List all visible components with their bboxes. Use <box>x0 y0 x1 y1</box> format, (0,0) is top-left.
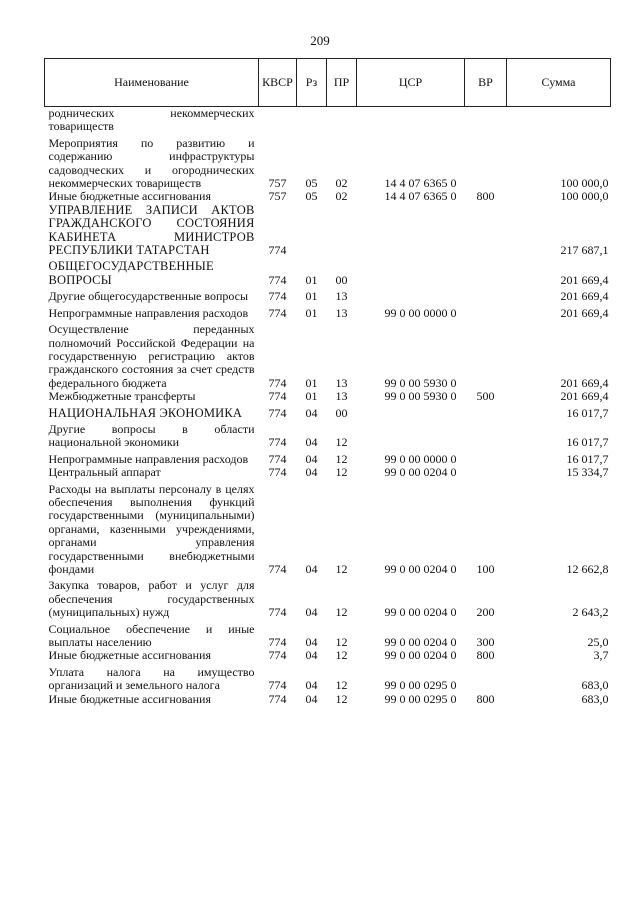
row-pr: 13 <box>335 375 348 390</box>
row-name: Закупка товаров, работ и услуг для обеспечения государственных (муниципальных) нужд <box>48 578 255 620</box>
row-rz: 04 <box>305 451 318 466</box>
row-name: Непрограммные направления расходов <box>48 451 249 466</box>
row-csr <box>357 404 465 420</box>
row-pr: 00 <box>335 272 348 287</box>
header-rz: Рз <box>297 59 327 107</box>
row-name: Межбюджетные трансферты <box>48 389 196 404</box>
row-kvsr: 774 <box>268 375 287 390</box>
row-pr: 02 <box>335 189 348 204</box>
row-name: Другие вопросы в области национальной экономики <box>48 421 255 450</box>
row-sum: 25,0 <box>587 635 609 650</box>
row-pr <box>327 204 357 258</box>
row-rz: 04 <box>305 691 318 706</box>
table-row <box>45 480 611 577</box>
row-vr <box>465 204 507 258</box>
row-vr: 200 <box>476 605 495 620</box>
table-row <box>45 404 611 420</box>
row-pr: 13 <box>335 389 348 404</box>
row-name: Иные бюджетные ассигнования <box>48 648 211 663</box>
row-vr <box>465 287 507 303</box>
row-kvsr: 774 <box>268 562 287 576</box>
row-name: роднических некоммерческих товариществ <box>48 106 255 134</box>
row-name: Иные бюджетные ассигнования <box>48 691 211 706</box>
row-rz: 05 <box>305 176 318 191</box>
header-vr: ВР <box>465 59 507 107</box>
row-sum: 100 000,0 <box>560 176 609 191</box>
row-rz: 04 <box>305 635 318 650</box>
row-sum: 683,0 <box>581 691 609 706</box>
row-rz: 04 <box>305 562 318 576</box>
row-sum: 201 669,4 <box>560 375 609 390</box>
row-pr: 12 <box>335 465 348 480</box>
row-csr <box>357 287 465 303</box>
row-vr <box>465 404 507 420</box>
row-name: Мероприятия по развитию и содержанию инфраструктуры садоводческих и огороднических некоммерческих товариществ <box>48 135 255 191</box>
row-vr <box>465 320 507 390</box>
row-rz: 01 <box>305 375 318 390</box>
row-csr <box>357 204 465 258</box>
row-pr: 12 <box>335 635 348 650</box>
row-kvsr: 774 <box>268 435 287 450</box>
table-row <box>45 649 611 662</box>
row-vr <box>465 257 507 287</box>
budget-table <box>44 58 611 706</box>
row-name: Центральный аппарат <box>48 465 161 480</box>
header-pr: ПР <box>327 59 357 107</box>
row-kvsr <box>259 107 297 134</box>
row-pr: 12 <box>335 562 348 576</box>
row-sum: 201 669,4 <box>560 305 609 320</box>
row-csr: 99 0 00 0000 0 <box>384 305 457 320</box>
row-csr <box>357 420 465 450</box>
header-name: Наименование <box>45 59 259 107</box>
row-csr: 99 0 00 5930 0 <box>384 389 457 404</box>
row-vr <box>465 663 507 693</box>
row-kvsr: 774 <box>268 605 287 620</box>
row-vr <box>465 450 507 466</box>
row-pr: 13 <box>335 305 348 320</box>
row-vr <box>465 466 507 479</box>
row-kvsr: 774 <box>268 678 287 693</box>
row-csr <box>357 257 465 287</box>
row-vr: 800 <box>476 648 495 663</box>
row-csr: 99 0 00 0204 0 <box>384 635 457 650</box>
table-row <box>45 390 611 403</box>
row-pr: 12 <box>335 451 348 466</box>
row-rz: 04 <box>305 678 318 693</box>
row-name: УПРАВЛЕНИЕ ЗАПИСИ АКТОВ ГРАЖДАНСКОГО СОСТОЯНИЯ КАБИНЕТА МИНИСТРОВ РЕСПУБЛИКИ ТАТАРСТАН <box>48 202 255 258</box>
table-row <box>45 420 611 450</box>
row-rz: 01 <box>305 389 318 404</box>
row-csr <box>357 107 465 134</box>
row-kvsr: 757 <box>268 176 287 191</box>
row-rz: 01 <box>305 272 318 287</box>
table-row <box>45 287 611 303</box>
header-kvsr: КВСР <box>259 59 297 107</box>
row-csr: 99 0 00 0000 0 <box>384 451 457 466</box>
row-kvsr: 774 <box>268 272 287 287</box>
row-sum: 12 662,8 <box>566 562 609 576</box>
row-name: Социальное обеспечение и иные выплаты населению <box>48 621 255 650</box>
row-sum: 16 017,7 <box>566 435 609 450</box>
row-kvsr: 774 <box>268 389 287 404</box>
row-pr: 13 <box>335 289 348 304</box>
row-rz: 01 <box>305 289 318 304</box>
table-row <box>45 304 611 320</box>
table-row <box>45 576 611 619</box>
row-vr: 300 <box>476 635 495 650</box>
row-kvsr: 774 <box>268 691 287 706</box>
row-vr <box>465 107 507 134</box>
row-sum: 201 669,4 <box>560 272 609 287</box>
row-rz: 05 <box>305 189 318 204</box>
row-sum: 3,7 <box>593 648 609 663</box>
row-name: НАЦИОНАЛЬНАЯ ЭКОНОМИКА <box>48 405 243 420</box>
row-name: Непрограммные направления расходов <box>48 305 249 320</box>
row-sum <box>507 107 611 134</box>
row-vr: 800 <box>476 691 495 706</box>
table-row <box>45 466 611 479</box>
table-row <box>45 620 611 650</box>
row-sum: 683,0 <box>581 678 609 693</box>
table-row <box>45 190 611 203</box>
row-sum: 217 687,1 <box>560 243 609 258</box>
row-rz: 04 <box>305 435 318 450</box>
row-name: ОБЩЕГОСУДАРСТВЕННЫЕ ВОПРОСЫ <box>48 259 214 287</box>
row-pr: 12 <box>335 678 348 693</box>
row-vr: 100 <box>476 562 495 576</box>
row-rz: 04 <box>305 648 318 663</box>
row-sum: 15 334,7 <box>566 465 609 480</box>
row-csr: 99 0 00 0295 0 <box>384 691 457 706</box>
table-row <box>45 257 611 287</box>
row-pr: 12 <box>335 691 348 706</box>
row-csr: 99 0 00 0204 0 <box>384 648 457 663</box>
row-rz: 01 <box>305 305 318 320</box>
row-name: Уплата налога на имущество организаций и земельного налога <box>48 664 255 693</box>
table-row <box>45 134 611 191</box>
row-rz <box>297 204 327 258</box>
row-sum: 100 000,0 <box>560 189 609 204</box>
row-csr: 99 0 00 5930 0 <box>384 375 457 390</box>
row-name: Другие общегосударственные вопросы <box>48 289 249 304</box>
row-pr: 12 <box>335 648 348 663</box>
row-kvsr: 774 <box>268 648 287 663</box>
row-sum: 201 669,4 <box>560 289 609 304</box>
row-csr: 99 0 00 0295 0 <box>384 678 457 693</box>
row-rz: 04 <box>305 465 318 480</box>
row-kvsr: 774 <box>268 305 287 320</box>
row-sum: 2 643,2 <box>572 605 609 620</box>
row-pr: 02 <box>335 176 348 191</box>
row-sum: 16 017,7 <box>566 405 609 420</box>
table-row <box>45 693 611 706</box>
row-kvsr: 774 <box>268 635 287 650</box>
table-header-row <box>45 59 611 107</box>
row-kvsr: 774 <box>268 289 287 304</box>
row-name: Иные бюджетные ассигнования <box>48 189 211 204</box>
header-csr: ЦСР <box>357 59 465 107</box>
row-rz: 04 <box>305 405 318 420</box>
row-name: Расходы на выплаты персоналу в целях обеспечения выполнения функций государственными (муниципальными) органами, казенными учреждениями, органами управления государственными внебюджетными фондами <box>48 481 255 576</box>
row-vr <box>465 420 507 450</box>
row-csr: 14 4 07 6365 0 <box>384 176 457 191</box>
row-kvsr: 774 <box>268 243 287 258</box>
row-name: Осуществление переданных полномочий Российской Федерации на государственную регистрацию актов гражданского состояния за счет средств федерального бюджета <box>48 322 255 390</box>
header-sum: Сумма <box>507 59 611 107</box>
table-row <box>45 663 611 693</box>
row-pr: 00 <box>335 405 348 420</box>
row-pr: 12 <box>335 605 348 620</box>
row-vr <box>465 134 507 191</box>
row-kvsr: 774 <box>268 405 287 420</box>
row-vr: 800 <box>476 189 495 204</box>
row-kvsr: 774 <box>268 451 287 466</box>
row-csr: 99 0 00 0204 0 <box>384 605 457 620</box>
row-vr: 500 <box>476 389 495 404</box>
row-csr: 99 0 00 0204 0 <box>384 465 457 480</box>
row-sum: 16 017,7 <box>566 451 609 466</box>
row-csr: 14 4 07 6365 0 <box>384 189 457 204</box>
table-row <box>45 320 611 390</box>
row-vr <box>465 304 507 320</box>
row-rz: 04 <box>305 605 318 620</box>
row-rz <box>297 107 327 134</box>
row-kvsr: 757 <box>268 189 287 204</box>
table-row <box>45 450 611 466</box>
row-sum: 201 669,4 <box>560 389 609 404</box>
row-pr <box>327 107 357 134</box>
page-number: 209 <box>310 33 330 48</box>
row-csr: 99 0 00 0204 0 <box>384 562 457 576</box>
row-pr: 12 <box>335 435 348 450</box>
table-row <box>45 204 611 258</box>
row-kvsr: 774 <box>268 465 287 480</box>
table-row <box>45 107 611 134</box>
